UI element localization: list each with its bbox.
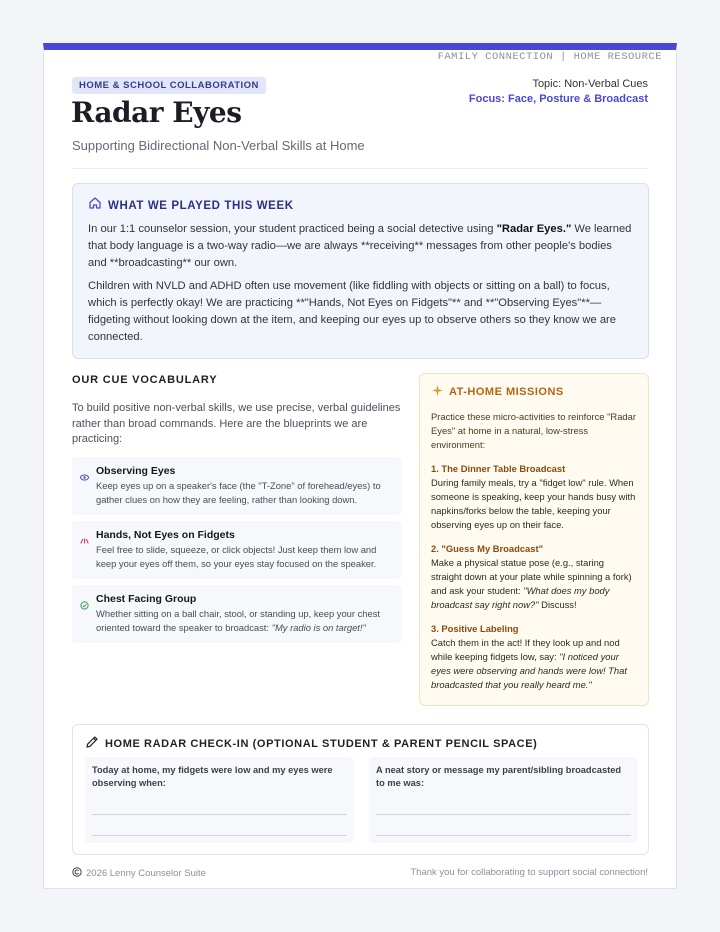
vocab-intro: To build positive non-verbal skills, we use precise, verbal guidelines rather than broad commands. Here are the blueprints we are practicing: — [72, 402, 401, 445]
cue-card-chest-facing — [72, 585, 402, 643]
check-in-box-student[interactable] — [85, 757, 354, 843]
check-in-prompt: Today at home, my fidgets were low and my eyes were observing when: — [92, 765, 333, 788]
mission-description: Catch them in the act! If they look up and nod while keeping fidgets low, say: "I noticed your eyes were observing and hands were low! That broadcasted that you really heard me." — [431, 637, 627, 690]
handout-page — [43, 43, 677, 889]
cue-card-hands-not-eyes — [72, 521, 402, 579]
focus-label: Focus: Face, Posture & Broadcast — [468, 93, 648, 105]
mission-description: Make a physical statue pose (e.g., staring straight down at your plate while spinning a fork) and ask your student: "What does my body broadcast say right now?" Discuss! — [431, 557, 632, 610]
check-in-heading: HOME RADAR CHECK-IN (OPTIONAL STUDENT & PARENT PENCIL SPACE) — [105, 737, 538, 750]
check-in-section — [72, 724, 649, 855]
mission-description: During family meals, try a "fidget low" rule. When someone is speaking, keep your hands busy with napkins/forks below the table, keeping your observing eyes up on their face. — [431, 477, 636, 530]
write-line — [92, 814, 347, 815]
write-line — [376, 814, 631, 815]
check-in-prompt: A neat story or message my parent/sibling broadcasted to me was: — [376, 765, 622, 788]
week-paragraph-1: In our 1:1 counselor session, your student practiced being a social detective using "Radar Eyes." We learned that body language is a two-way radio—we are always **receiving** messages from other people's bodies and **broadcasting** our own. — [88, 223, 632, 269]
week-heading: WHAT WE PLAYED THIS WEEK — [108, 199, 294, 212]
write-line — [92, 835, 347, 836]
page-subtitle: Supporting Bidirectional Non-Verbal Skills at Home — [72, 138, 365, 153]
week-summary-box — [72, 183, 649, 359]
week-paragraph-2: Children with NVLD and ADHD often use movement (like fiddling with objects or sitting on a ball) to focus, which is perfectly okay! We are practicing **"Hands, Not Eyes on Fidgets"** and **"Observing Eyes"**—fidgeting without looking down at the item, and keeping our eyes up to observe others so they know we are connected. — [88, 280, 616, 343]
target-icon — [80, 597, 89, 606]
at-home-missions-box — [419, 373, 649, 706]
page-title: Radar Eyes — [71, 96, 242, 129]
mission-title: 3. Positive Labeling — [431, 623, 519, 634]
cue-description: Feel free to slide, squeeze, or click objects! Just keep them low and keep your eyes off them, so your eyes stay focused on the speaker. — [96, 544, 377, 569]
missions-heading: AT-HOME MISSIONS — [449, 386, 564, 398]
mission-title: 1. The Dinner Table Broadcast — [431, 463, 566, 474]
hands-icon — [80, 533, 89, 542]
header-divider — [72, 168, 648, 169]
category-badge: HOME & SCHOOL COLLABORATION — [72, 77, 266, 94]
footer-copyright: 2026 Lenny Counselor Suite — [72, 867, 206, 880]
sparkle-icon — [431, 384, 444, 400]
eye-icon — [80, 469, 89, 478]
cue-card-observing-eyes — [72, 457, 402, 515]
cue-description: Whether sitting on a ball chair, stool, or standing up, keep your chest oriented toward the speaker to broadcast: "My radio is on target!" — [96, 608, 381, 633]
footer-thanks: Thank you for collaborating to support social connection! — [410, 867, 648, 878]
top-meta: FAMILY CONNECTION | HOME RESOURCE — [437, 51, 662, 63]
missions-intro: Practice these micro-activities to reinforce "Radar Eyes" at home in a natural, low-stress environment: — [431, 411, 636, 450]
cue-description: Keep eyes up on a speaker's face (the "T-Zone" of forehead/eyes) to gather clues on how they are feeling, rather than looking down. — [96, 480, 381, 505]
home-icon — [88, 196, 102, 215]
mission-title: 2. "Guess My Broadcast" — [431, 543, 544, 554]
cue-title: Chest Facing Group — [96, 593, 197, 605]
pencil-icon — [85, 735, 99, 752]
topic-label: Topic: Non-Verbal Cues — [532, 78, 648, 90]
copyright-icon — [72, 867, 82, 880]
cue-title: Hands, Not Eyes on Fidgets — [96, 529, 235, 541]
vocab-heading: OUR CUE VOCABULARY — [72, 374, 218, 386]
check-in-box-parent[interactable] — [369, 757, 638, 843]
write-line — [376, 835, 631, 836]
cue-title: Observing Eyes — [96, 465, 176, 477]
